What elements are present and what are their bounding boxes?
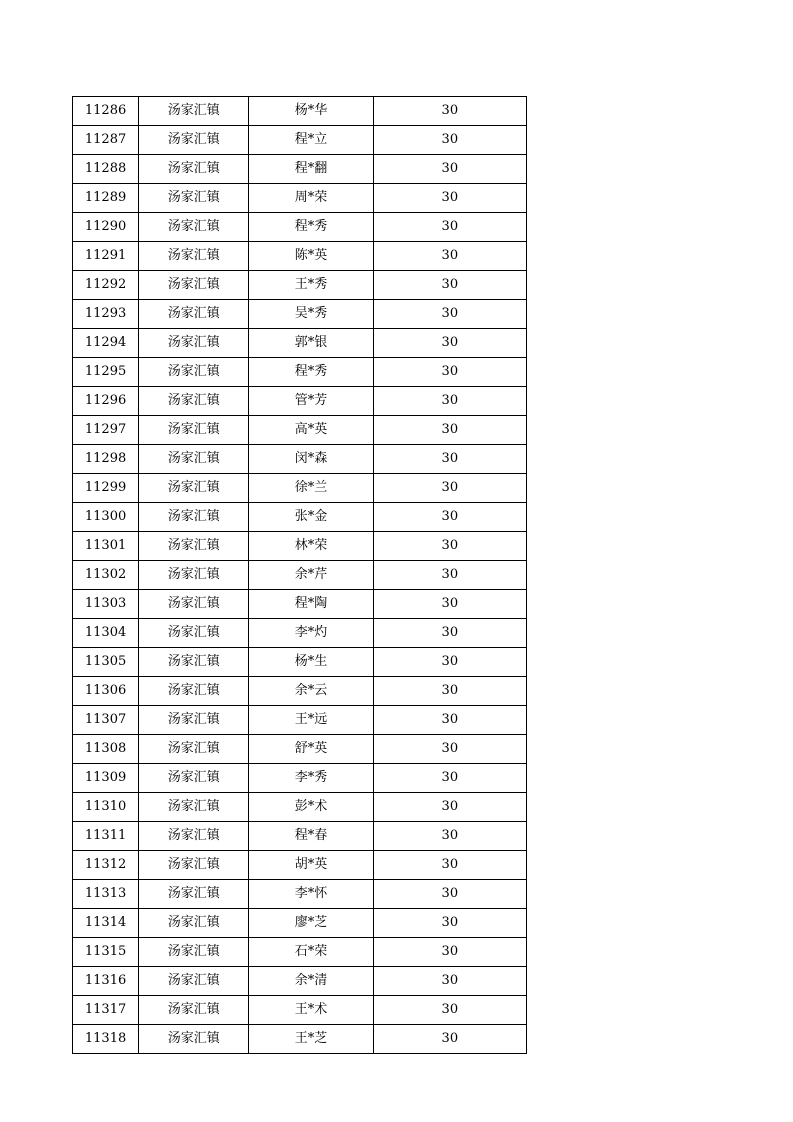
- town-cell: 汤家汇镇: [139, 619, 249, 648]
- table-row: [73, 967, 527, 996]
- person-name-cell: 管*芳: [249, 387, 373, 416]
- town-cell: 汤家汇镇: [139, 735, 249, 764]
- amount-cell: 30: [373, 329, 526, 358]
- row-id-cell: 11299: [73, 474, 139, 503]
- amount-cell: 30: [373, 445, 526, 474]
- person-name-cell: 陈*英: [249, 242, 373, 271]
- table-row: [73, 793, 527, 822]
- town-cell: 汤家汇镇: [139, 822, 249, 851]
- person-name-cell: 舒*英: [249, 735, 373, 764]
- row-id-cell: 11314: [73, 909, 139, 938]
- town-cell: 汤家汇镇: [139, 561, 249, 590]
- amount-cell: 30: [373, 300, 526, 329]
- town-cell: 汤家汇镇: [139, 474, 249, 503]
- person-name-cell: 王*术: [249, 996, 373, 1025]
- person-name-cell: 张*金: [249, 503, 373, 532]
- row-id-cell: 11286: [73, 97, 139, 126]
- person-name-cell: 胡*英: [249, 851, 373, 880]
- town-cell: 汤家汇镇: [139, 793, 249, 822]
- person-name-cell: 李*灼: [249, 619, 373, 648]
- amount-cell: 30: [373, 706, 526, 735]
- table-row: [73, 213, 527, 242]
- amount-cell: 30: [373, 793, 526, 822]
- amount-cell: 30: [373, 880, 526, 909]
- person-name-cell: 林*荣: [249, 532, 373, 561]
- amount-cell: 30: [373, 677, 526, 706]
- row-id-cell: 11308: [73, 735, 139, 764]
- amount-cell: 30: [373, 648, 526, 677]
- row-id-cell: 11316: [73, 967, 139, 996]
- table-row: [73, 938, 527, 967]
- table-row: [73, 184, 527, 213]
- amount-cell: 30: [373, 909, 526, 938]
- table-row: [73, 735, 527, 764]
- amount-cell: 30: [373, 1025, 526, 1054]
- row-id-cell: 11287: [73, 126, 139, 155]
- table-row: [73, 329, 527, 358]
- town-cell: 汤家汇镇: [139, 271, 249, 300]
- town-cell: 汤家汇镇: [139, 126, 249, 155]
- amount-cell: 30: [373, 184, 526, 213]
- person-name-cell: 余*芹: [249, 561, 373, 590]
- town-cell: 汤家汇镇: [139, 329, 249, 358]
- table-row: [73, 706, 527, 735]
- town-cell: 汤家汇镇: [139, 880, 249, 909]
- person-name-cell: 余*清: [249, 967, 373, 996]
- table-row: [73, 387, 527, 416]
- row-id-cell: 11292: [73, 271, 139, 300]
- row-id-cell: 11304: [73, 619, 139, 648]
- town-cell: 汤家汇镇: [139, 706, 249, 735]
- person-name-cell: 周*荣: [249, 184, 373, 213]
- table-row: [73, 561, 527, 590]
- table-row: [73, 764, 527, 793]
- row-id-cell: 11310: [73, 793, 139, 822]
- row-id-cell: 11315: [73, 938, 139, 967]
- row-id-cell: 11288: [73, 155, 139, 184]
- town-cell: 汤家汇镇: [139, 1025, 249, 1054]
- amount-cell: 30: [373, 619, 526, 648]
- town-cell: 汤家汇镇: [139, 996, 249, 1025]
- town-cell: 汤家汇镇: [139, 416, 249, 445]
- town-cell: 汤家汇镇: [139, 648, 249, 677]
- table-row: [73, 1025, 527, 1054]
- table-row: [73, 300, 527, 329]
- amount-cell: 30: [373, 822, 526, 851]
- row-id-cell: 11295: [73, 358, 139, 387]
- row-id-cell: 11311: [73, 822, 139, 851]
- row-id-cell: 11301: [73, 532, 139, 561]
- person-name-cell: 杨*生: [249, 648, 373, 677]
- amount-cell: 30: [373, 213, 526, 242]
- person-name-cell: 徐*兰: [249, 474, 373, 503]
- table-row: [73, 851, 527, 880]
- amount-cell: 30: [373, 590, 526, 619]
- amount-cell: 30: [373, 387, 526, 416]
- row-id-cell: 11303: [73, 590, 139, 619]
- person-name-cell: 郭*银: [249, 329, 373, 358]
- table-row: [73, 909, 527, 938]
- amount-cell: 30: [373, 561, 526, 590]
- table-row: [73, 445, 527, 474]
- row-id-cell: 11312: [73, 851, 139, 880]
- row-id-cell: 11297: [73, 416, 139, 445]
- amount-cell: 30: [373, 503, 526, 532]
- amount-cell: 30: [373, 967, 526, 996]
- table-body: [73, 97, 527, 1054]
- row-id-cell: 11318: [73, 1025, 139, 1054]
- person-name-cell: 杨*华: [249, 97, 373, 126]
- data-table: [72, 96, 527, 1054]
- table-row: [73, 271, 527, 300]
- row-id-cell: 11293: [73, 300, 139, 329]
- row-id-cell: 11306: [73, 677, 139, 706]
- amount-cell: 30: [373, 416, 526, 445]
- person-name-cell: 王*芝: [249, 1025, 373, 1054]
- table-row: [73, 242, 527, 271]
- person-name-cell: 程*秀: [249, 358, 373, 387]
- person-name-cell: 余*云: [249, 677, 373, 706]
- row-id-cell: 11317: [73, 996, 139, 1025]
- row-id-cell: 11294: [73, 329, 139, 358]
- town-cell: 汤家汇镇: [139, 590, 249, 619]
- person-name-cell: 程*秀: [249, 213, 373, 242]
- person-name-cell: 程*陶: [249, 590, 373, 619]
- town-cell: 汤家汇镇: [139, 213, 249, 242]
- table-row: [73, 996, 527, 1025]
- town-cell: 汤家汇镇: [139, 97, 249, 126]
- amount-cell: 30: [373, 532, 526, 561]
- town-cell: 汤家汇镇: [139, 445, 249, 474]
- amount-cell: 30: [373, 97, 526, 126]
- person-name-cell: 李*秀: [249, 764, 373, 793]
- person-name-cell: 王*远: [249, 706, 373, 735]
- town-cell: 汤家汇镇: [139, 242, 249, 271]
- table-row: [73, 97, 527, 126]
- person-name-cell: 吴*秀: [249, 300, 373, 329]
- row-id-cell: 11305: [73, 648, 139, 677]
- row-id-cell: 11290: [73, 213, 139, 242]
- person-name-cell: 高*英: [249, 416, 373, 445]
- town-cell: 汤家汇镇: [139, 764, 249, 793]
- town-cell: 汤家汇镇: [139, 503, 249, 532]
- person-name-cell: 程*翻: [249, 155, 373, 184]
- amount-cell: 30: [373, 126, 526, 155]
- town-cell: 汤家汇镇: [139, 677, 249, 706]
- row-id-cell: 11291: [73, 242, 139, 271]
- table-row: [73, 590, 527, 619]
- table-row: [73, 822, 527, 851]
- town-cell: 汤家汇镇: [139, 300, 249, 329]
- row-id-cell: 11300: [73, 503, 139, 532]
- person-name-cell: 石*荣: [249, 938, 373, 967]
- amount-cell: 30: [373, 851, 526, 880]
- town-cell: 汤家汇镇: [139, 851, 249, 880]
- person-name-cell: 彭*术: [249, 793, 373, 822]
- amount-cell: 30: [373, 474, 526, 503]
- person-name-cell: 程*春: [249, 822, 373, 851]
- amount-cell: 30: [373, 271, 526, 300]
- table-row: [73, 358, 527, 387]
- table-row: [73, 619, 527, 648]
- town-cell: 汤家汇镇: [139, 387, 249, 416]
- person-name-cell: 闵*森: [249, 445, 373, 474]
- row-id-cell: 11302: [73, 561, 139, 590]
- table-row: [73, 474, 527, 503]
- row-id-cell: 11313: [73, 880, 139, 909]
- person-name-cell: 程*立: [249, 126, 373, 155]
- person-name-cell: 王*秀: [249, 271, 373, 300]
- town-cell: 汤家汇镇: [139, 184, 249, 213]
- table-row: [73, 648, 527, 677]
- table-row: [73, 503, 527, 532]
- person-name-cell: 李*怀: [249, 880, 373, 909]
- town-cell: 汤家汇镇: [139, 155, 249, 184]
- amount-cell: 30: [373, 735, 526, 764]
- table-row: [73, 416, 527, 445]
- amount-cell: 30: [373, 242, 526, 271]
- amount-cell: 30: [373, 358, 526, 387]
- person-name-cell: 廖*芝: [249, 909, 373, 938]
- amount-cell: 30: [373, 996, 526, 1025]
- table-row: [73, 677, 527, 706]
- town-cell: 汤家汇镇: [139, 967, 249, 996]
- row-id-cell: 11309: [73, 764, 139, 793]
- amount-cell: 30: [373, 938, 526, 967]
- row-id-cell: 11289: [73, 184, 139, 213]
- table-row: [73, 880, 527, 909]
- table-row: [73, 126, 527, 155]
- town-cell: 汤家汇镇: [139, 938, 249, 967]
- town-cell: 汤家汇镇: [139, 532, 249, 561]
- town-cell: 汤家汇镇: [139, 909, 249, 938]
- row-id-cell: 11296: [73, 387, 139, 416]
- town-cell: 汤家汇镇: [139, 358, 249, 387]
- amount-cell: 30: [373, 155, 526, 184]
- row-id-cell: 11307: [73, 706, 139, 735]
- row-id-cell: 11298: [73, 445, 139, 474]
- amount-cell: 30: [373, 764, 526, 793]
- table-row: [73, 155, 527, 184]
- table-row: [73, 532, 527, 561]
